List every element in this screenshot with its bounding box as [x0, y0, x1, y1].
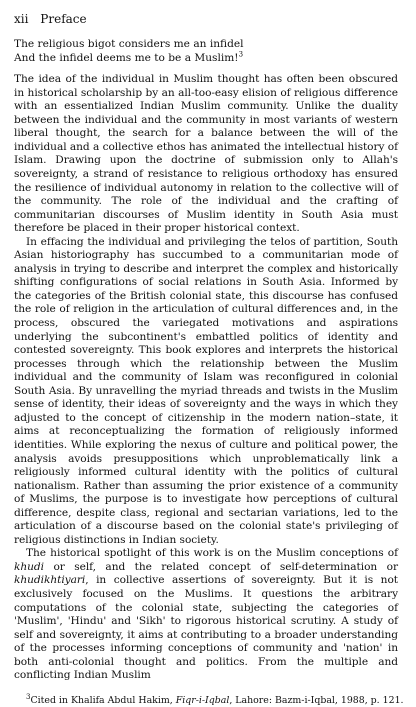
footnote-text-a: Cited in Khalifa Abdul Hakim,: [30, 694, 176, 706]
footnote-cited-title: Fiqr-i-Iqbal: [175, 694, 230, 706]
epigraph-line-2: [14, 52, 398, 66]
paragraph-3-text-a: The historical spotlight of this work is on the Muslim conceptions of: [26, 547, 398, 560]
footnote-number: 3: [26, 692, 31, 701]
body-paragraph-3: [14, 547, 398, 682]
body-paragraph-2: In effacing the individual and privileging the telos of partition, South Asian historiography has succumbed to a communitarian mode of analysis in trying to describe and interpret the complex and historically shifting configurations of social relations in South Asia. Informed by the categories of the British colonial state, this discourse has confused the role of religion in the articulation of cultural differences and, in the process, obscured the variegated motivations and aspirations underlying the subcontinent's embattled politics of identity and contested sovereignty. This book explores and interprets the historical processes through which the relationship between the Muslim individual and the community of Islam was reconfigured in colonial South Asia. By unravelling the myriad threads and twists in the Muslim sense of identity, their ideas of sovereignty and the ways in which they adjusted to the concept of citizenship in the modern nation–state, it aims at reconceptualizing the formation of religiously informed identities. While exploring the nexus of culture and political power, the analysis avoids presuppositions which unproblematically link a religiously informed cultural identity with the politics of cultural nationalism. Rather than assuming the prior existence of a community of Muslims, the purpose is to investigate how perceptions of cultural difference, despite class, regional and sectarian variations, led to the articulation of a discourse based on the colonial state's privileging of religious distinctions in Indian society.: [14, 235, 398, 546]
paragraph-3-text-b: or self, and the related concept of self-determination or: [44, 560, 398, 573]
footnote-reference: 3: [238, 50, 244, 59]
running-head: [14, 12, 398, 26]
body-paragraph-1: The idea of the individual in Muslim thought has often been obscured in historical scholarship by an all-too-easy elision of religious difference with an essentialized Indian Muslim community. Unlike the duality between the individual and the community in most variants of western liberal thought, the search for a balance between the will of the individual and a collective ethos has animated the intellectual history of Islam. Drawing upon the doctrine of submission only to Allah's sovereignty, a strand of resistance to religious orthodoxy has ensured the resilience of individual autonomy in relation to the collective will of the community. The role of the individual and the crafting of communitarian discourses of Muslim identity in South Asia must therefore be placed in their proper historical context.: [14, 73, 398, 235]
term-khudi: khudi: [14, 560, 44, 573]
epigraph-line-2-text: And the infidel deems me to be a Muslim!: [14, 51, 239, 64]
term-khudikhtiyari: khudikhtiyari: [14, 574, 86, 587]
footnote: [14, 692, 404, 707]
epigraph: [14, 38, 398, 65]
page-number: xii: [14, 12, 29, 26]
footnote-text-b: , Lahore: Bazm-i-Iqbal, 1988, p. 121.: [229, 694, 404, 706]
epigraph-line-1: The religious bigot considers me an infidel: [14, 38, 244, 50]
paragraph-3-text-c: , in collective assertions of sovereignty. But it is not exclusively focused on the Muslims. It questions the arbitrary computations of the colonial state, subjecting the categories of 'Muslim', 'Hindu' and 'Sikh' to rigorous historical scrutiny. A study of self and sovereignty, it aims at contributing to a broader understanding of the processes informing conceptions of community and 'nation' in both anti-colonial thought and politics. From the multiple and conflicting Indian Muslim: [14, 574, 398, 682]
section-title: Preface: [40, 12, 87, 26]
